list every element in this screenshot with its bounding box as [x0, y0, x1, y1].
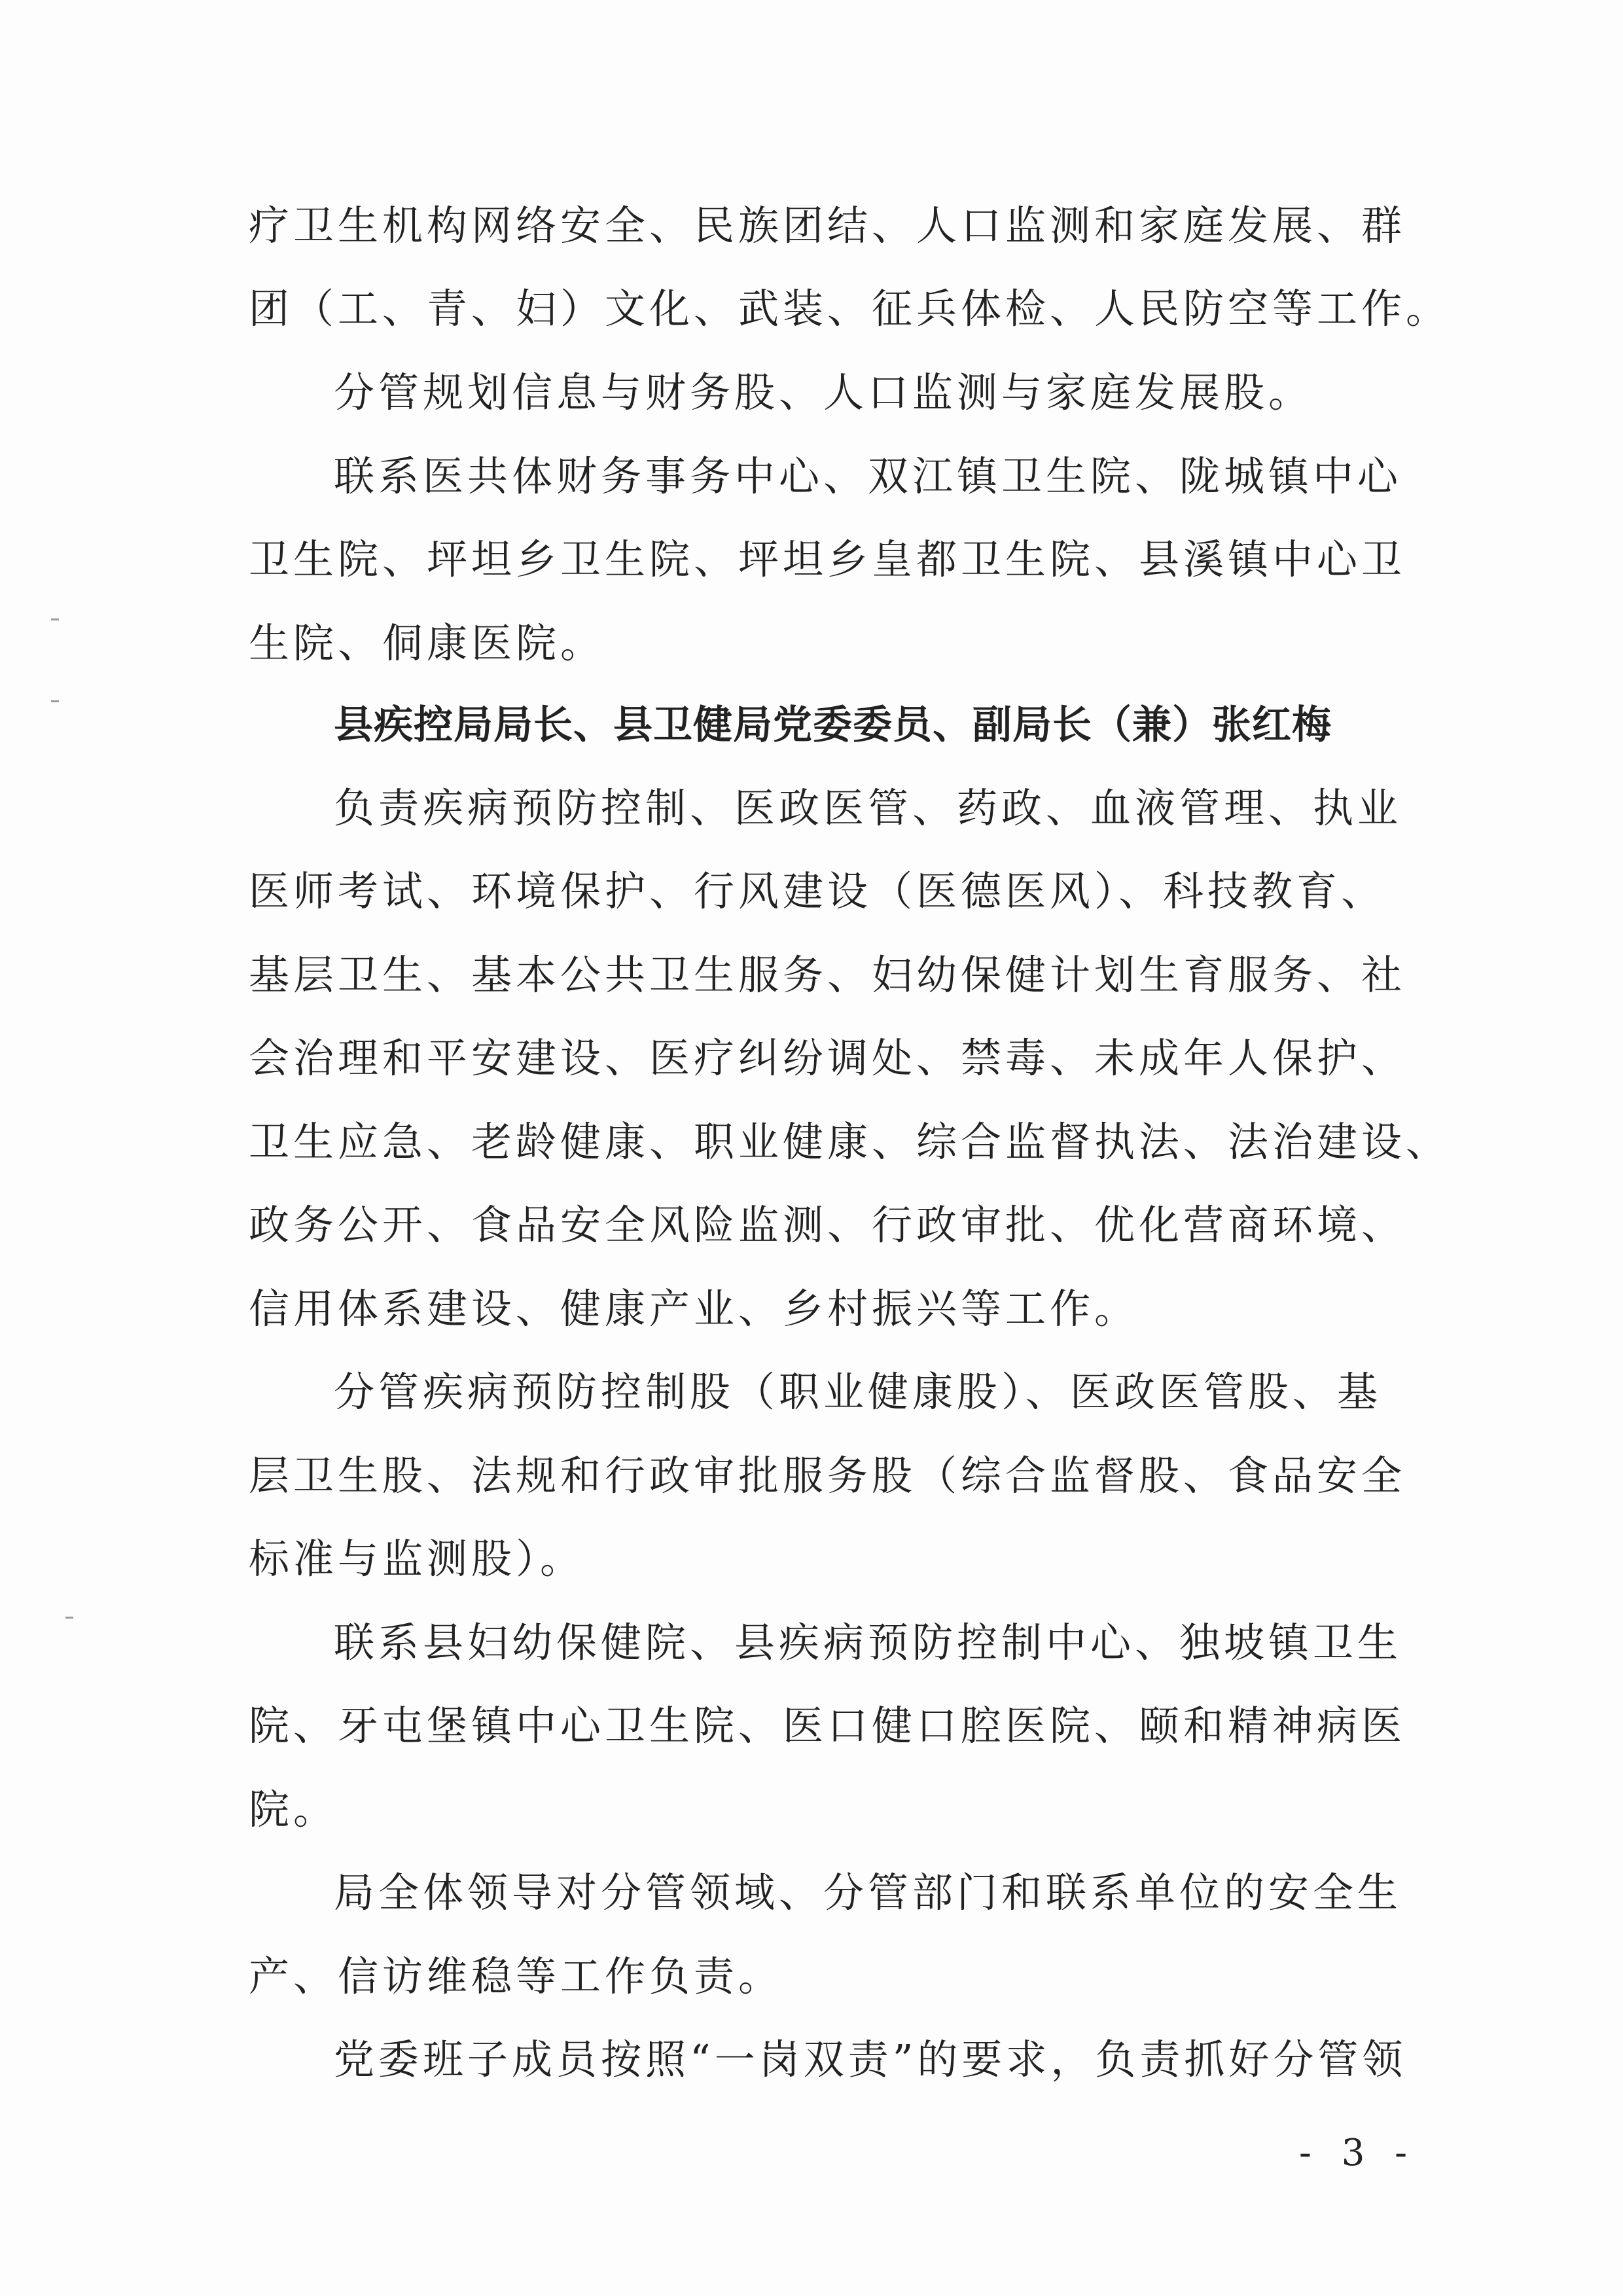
paragraph-start: 局全体领导对分管领域、分管部门和联系单位的安全生 — [334, 1869, 1402, 1916]
paragraph-start: 分管疾病预防控制股（职业健康股）、医政医管股、基 — [334, 1368, 1382, 1416]
paragraph-start: 党委班子成员按照“一岗双责”的要求，负责抓好分管领 — [334, 2036, 1407, 2083]
paragraph-start: 联系医共体财务事务中心、双江镇卫生院、陇城镇中心 — [334, 452, 1402, 500]
text-line: 团（工、青、妇）文化、武装、征兵体检、人民防空等工作。 — [249, 285, 1451, 332]
scan-mark — [51, 619, 59, 620]
text-line: 疗卫生机构网络安全、民族团结、人口监测和家庭发展、群 — [249, 202, 1406, 249]
text-line: 卫生应急、老龄健康、职业健康、综合监督执法、法治建设、 — [249, 1118, 1451, 1166]
paragraph-start: 负责疾病预防控制、医政医管、药政、血液管理、执业 — [334, 784, 1402, 832]
page-number: - 3 - — [1299, 2132, 1417, 2174]
text-line: 政务公开、食品安全风险监测、行政审批、优化营商环境、 — [249, 1201, 1406, 1249]
text-line: 标准与监测股）。 — [249, 1535, 585, 1583]
text-line: 院、牙屯堡镇中心卫生院、医口健口腔医院、颐和精神病医 — [249, 1702, 1406, 1749]
text-line: 卫生院、坪坦乡卫生院、坪坦乡皇都卫生院、县溪镇中心卫 — [249, 535, 1406, 583]
text-line: 院。 — [249, 1785, 338, 1833]
text-line: 医师考试、环境保护、行风建设（医德医风）、科技教育、 — [249, 867, 1386, 915]
text-line: 生院、侗康医院。 — [249, 619, 605, 667]
paragraph-start: 分管规划信息与财务股、人口监测与家庭发展股。 — [334, 368, 1313, 416]
section-heading: 县疾控局局长、县卫健局党委委员、副局长（兼）张红梅 — [334, 702, 1332, 748]
scan-mark — [65, 1617, 73, 1619]
text-line: 产、信访维稳等工作负责。 — [249, 1952, 783, 2000]
text-line: 层卫生股、法规和行政审批服务股（综合监督股、食品安全 — [249, 1452, 1406, 1499]
text-line: 会治理和平安建设、医疗纠纷调处、禁毒、未成年人保护、 — [249, 1034, 1406, 1082]
text-line: 基层卫生、基本公共卫生服务、妇幼保健计划生育服务、社 — [249, 951, 1406, 999]
text-line: 信用体系建设、健康产业、乡村振兴等工作。 — [249, 1285, 1139, 1333]
paragraph-start: 联系县妇幼保健院、县疾病预防控制中心、独坡镇卫生 — [334, 1619, 1402, 1666]
scan-mark — [51, 700, 59, 702]
